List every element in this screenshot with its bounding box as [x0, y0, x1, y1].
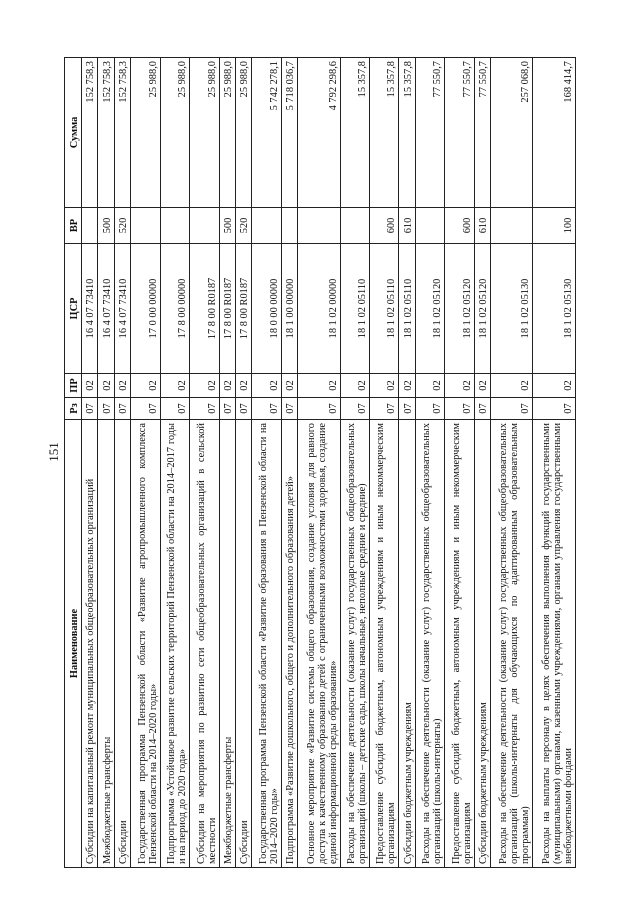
- row-name: Государственная программа Пензенской области «Развитие агропромышленного комплекса Пензенской области на 2014–2020 годы»: [131, 420, 160, 868]
- row-csr: 18 1 02 05110: [399, 244, 415, 374]
- table-row: [533, 58, 576, 868]
- row-csr: 18 1 02 05120: [415, 244, 444, 374]
- table-row: [340, 58, 369, 868]
- table-row: [281, 58, 297, 868]
- row-sum: 25 988,0: [160, 58, 189, 208]
- row-name: Подпрограмма «Устойчивое развитие сельских территорий Пензенской области на 2014–2017 годы и на период до 2020 года»: [160, 420, 189, 868]
- row-vr: [82, 208, 98, 244]
- table-row: [235, 58, 251, 868]
- row-csr: 16 4 07 73410: [114, 244, 130, 374]
- row-pr: 02: [370, 374, 399, 398]
- budget-table: [64, 57, 576, 868]
- row-name: Основное мероприятие «Развитие системы общего образования, создание условия для равного доступа к качественному образованию детей с ограниченными возможностями здоровья, создание единой информационной среды образования»: [298, 420, 340, 868]
- row-vr: [298, 208, 340, 244]
- row-rz: 07: [281, 398, 297, 420]
- row-vr: 500: [219, 208, 235, 244]
- row-rz: 07: [252, 398, 281, 420]
- row-vr: [491, 208, 533, 244]
- row-csr: 18 1 02 05110: [370, 244, 399, 374]
- row-pr: 02: [298, 374, 340, 398]
- header-name: Наименование: [65, 420, 82, 868]
- row-sum: 25 988,0: [219, 58, 235, 208]
- header-pr: ПР: [65, 374, 82, 398]
- row-rz: 07: [533, 398, 576, 420]
- row-vr: [415, 208, 444, 244]
- row-vr: [281, 208, 297, 244]
- row-pr: 02: [533, 374, 576, 398]
- row-sum: 257 068,0: [491, 58, 533, 208]
- table-row: [445, 58, 474, 868]
- row-name: Предоставление субсидий бюджетным, автономным учреждениям и иным некоммерческим организациям: [370, 420, 399, 868]
- row-name: Подпрограмма «Развитие дошкольного, общего и дополнительного образования детей»: [281, 420, 297, 868]
- row-rz: 07: [340, 398, 369, 420]
- row-vr: [252, 208, 281, 244]
- row-sum: 25 988,0: [131, 58, 160, 208]
- row-vr: 520: [235, 208, 251, 244]
- row-name: Субсидии бюджетным учреждениям: [474, 420, 490, 868]
- row-vr: 500: [98, 208, 114, 244]
- row-name: Государственная программа Пензенской области «Развитие образования в Пензенской области на 2014–2020 годы»: [252, 420, 281, 868]
- table-row: [399, 58, 415, 868]
- header-rz: Рз: [65, 398, 82, 420]
- page-number: 151: [46, 442, 61, 462]
- row-csr: 18 1 02 05120: [474, 244, 490, 374]
- row-pr: 02: [82, 374, 98, 398]
- row-csr: 18 1 02 05130: [533, 244, 576, 374]
- rotated-page-content: [64, 58, 576, 868]
- row-csr: 18 1 02 00000: [298, 244, 340, 374]
- row-vr: 610: [474, 208, 490, 244]
- row-csr: 17 8 00 R0187: [190, 244, 219, 374]
- row-rz: 07: [474, 398, 490, 420]
- row-vr: [160, 208, 189, 244]
- row-name: Субсидии на капитальный ремонт муниципальных общеобразовательных организаций: [82, 420, 98, 868]
- row-pr: 02: [340, 374, 369, 398]
- table-row: [298, 58, 340, 868]
- row-pr: 02: [399, 374, 415, 398]
- table-row: [415, 58, 444, 868]
- row-name: Расходы на обеспечение деятельности (оказание услуг) государственных общеобразовательных организаций (школы-интернаты для обучающихся по адаптированным образовательным программам): [491, 420, 533, 868]
- row-name: Межбюджетные трансферты: [98, 420, 114, 868]
- header-vr: ВР: [65, 208, 82, 244]
- row-sum: 77 550,7: [474, 58, 490, 208]
- header-csr: ЦСР: [65, 244, 82, 374]
- row-name: Предоставление субсидий бюджетным, автономным учреждениям и иным некоммерческим организациям: [445, 420, 474, 868]
- row-vr: [131, 208, 160, 244]
- row-vr: 600: [445, 208, 474, 244]
- row-rz: 07: [235, 398, 251, 420]
- row-rz: 07: [131, 398, 160, 420]
- row-name: Субсидии: [235, 420, 251, 868]
- table-row: [219, 58, 235, 868]
- row-sum: 25 988,0: [190, 58, 219, 208]
- row-pr: 02: [114, 374, 130, 398]
- row-csr: 18 1 02 05130: [491, 244, 533, 374]
- row-name: Субсидии: [114, 420, 130, 868]
- row-rz: 07: [370, 398, 399, 420]
- row-name: Межбюджетные трансферты: [219, 420, 235, 868]
- row-sum: 15 357,8: [399, 58, 415, 208]
- row-pr: 02: [281, 374, 297, 398]
- row-sum: 152 758,3: [82, 58, 98, 208]
- row-pr: 02: [445, 374, 474, 398]
- row-csr: 17 8 00 R0187: [235, 244, 251, 374]
- row-pr: 02: [252, 374, 281, 398]
- row-pr: 02: [491, 374, 533, 398]
- row-pr: 02: [474, 374, 490, 398]
- row-vr: 600: [370, 208, 399, 244]
- row-name: Субсидии бюджетным учреждениям: [399, 420, 415, 868]
- row-csr: 16 4 07 73410: [82, 244, 98, 374]
- table-row: [370, 58, 399, 868]
- row-sum: 152 758,3: [98, 58, 114, 208]
- row-csr: 17 0 00 00000: [131, 244, 160, 374]
- row-csr: 18 1 02 05120: [445, 244, 474, 374]
- row-rz: 07: [82, 398, 98, 420]
- row-rz: 07: [160, 398, 189, 420]
- row-name: Расходы на обеспечение деятельности (оказание услуг) государственных общеобразовательных организаций (школы – детские сады, школы начальные, неполные средние и средние): [340, 420, 369, 868]
- row-vr: 610: [399, 208, 415, 244]
- table-row: [160, 58, 189, 868]
- row-rz: 07: [98, 398, 114, 420]
- row-rz: 07: [491, 398, 533, 420]
- row-vr: [190, 208, 219, 244]
- row-sum: 168 414,7: [533, 58, 576, 208]
- row-csr: 18 1 02 05110: [340, 244, 369, 374]
- row-pr: 02: [98, 374, 114, 398]
- row-pr: 02: [131, 374, 160, 398]
- row-pr: 02: [235, 374, 251, 398]
- row-sum: 15 357,8: [340, 58, 369, 208]
- table-row: [82, 58, 98, 868]
- row-rz: 07: [445, 398, 474, 420]
- row-csr: 18 0 00 00000: [252, 244, 281, 374]
- table-row: [114, 58, 130, 868]
- row-sum: 25 988,0: [235, 58, 251, 208]
- row-name: Расходы на обеспечение деятельности (оказание услуг) государственных общеобразовательных организаций (школы-интернаты): [415, 420, 444, 868]
- row-csr: 18 1 00 00000: [281, 244, 297, 374]
- table-row: [252, 58, 281, 868]
- row-csr: 17 8 00 00000: [160, 244, 189, 374]
- row-rz: 07: [190, 398, 219, 420]
- row-pr: 02: [219, 374, 235, 398]
- header-sum: Сумма: [65, 58, 82, 208]
- row-name: Субсидии на мероприятия по развитию сети общеобразовательных организаций в сельской местности: [190, 420, 219, 868]
- row-rz: 07: [415, 398, 444, 420]
- table-row: [190, 58, 219, 868]
- table-row: [474, 58, 490, 868]
- row-pr: 02: [160, 374, 189, 398]
- row-sum: 4 792 298,6: [298, 58, 340, 208]
- row-sum: 77 550,7: [445, 58, 474, 208]
- row-rz: 07: [399, 398, 415, 420]
- row-name: Расходы на выплаты персоналу в целях обеспечения выполнения функций государственными (муниципальными) органами, казенными учреждениями, органами управления государственными внебюджетными фондами: [533, 420, 576, 868]
- row-sum: 5 718 036,7: [281, 58, 297, 208]
- table-row: [491, 58, 533, 868]
- row-sum: 5 742 278,1: [252, 58, 281, 208]
- table-row: [98, 58, 114, 868]
- row-sum: 15 357,8: [370, 58, 399, 208]
- row-rz: 07: [114, 398, 130, 420]
- row-pr: 02: [415, 374, 444, 398]
- row-pr: 02: [190, 374, 219, 398]
- row-vr: 100: [533, 208, 576, 244]
- row-sum: 152 758,3: [114, 58, 130, 208]
- row-vr: 520: [114, 208, 130, 244]
- table-header-row: [65, 58, 82, 868]
- row-rz: 07: [298, 398, 340, 420]
- row-csr: 16 4 07 73410: [98, 244, 114, 374]
- row-vr: [340, 208, 369, 244]
- row-sum: 77 550,7: [415, 58, 444, 208]
- table-row: [131, 58, 160, 868]
- row-rz: 07: [219, 398, 235, 420]
- row-csr: 17 8 00 R0187: [219, 244, 235, 374]
